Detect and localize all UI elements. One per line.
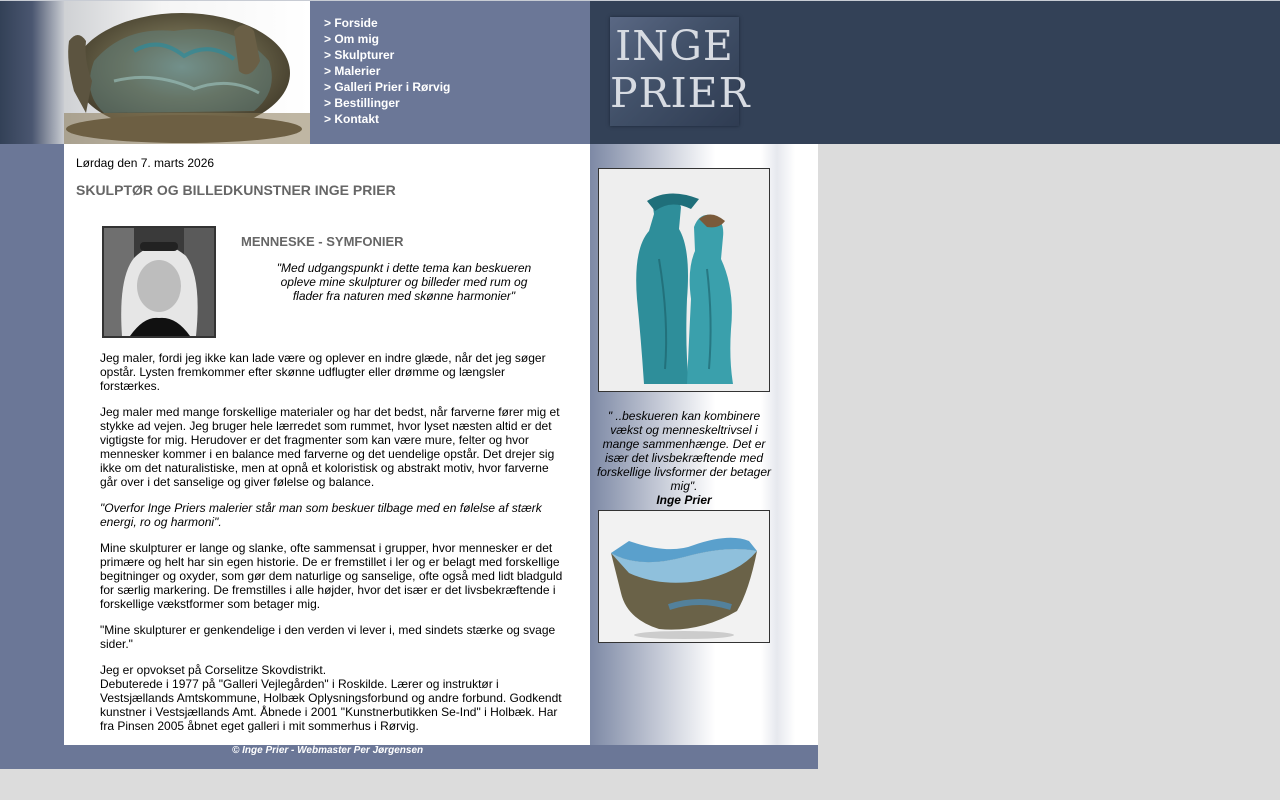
bowl-photo [598, 510, 770, 643]
sidebar-quote-author: Inge Prier [656, 493, 712, 507]
nav-item-malerier[interactable]: > Malerier [324, 64, 381, 78]
quote-paragraph: "Mine skulpturer er genkendelige i den verden vi lever i, med sindets stærke og svage sider." [100, 623, 556, 651]
logo-line-2: PRIER [610, 69, 751, 117]
nav-item-galleri[interactable]: > Galleri Prier i Rørvig [324, 80, 451, 94]
current-date: Lørdag den 7. marts 2026 [76, 156, 215, 170]
intro-quote-line: flader fra naturen med skønne harmonier" [292, 289, 516, 303]
paragraph: Mine skulpturer er lange og slanke, ofte sammensat i grupper, hvor mennesker er det primære og helt har sin egen historie. De er fremstillet i ler og er belagt med forskellige begitninger og oxyder, som gør dem naturlige og sanselige, ofte også med lidt bladguld for særlig markering. De fremstilles i alle højder, hvor det især er det livsbekræftende i forskellige vækstformer som betager mig. [100, 541, 563, 611]
footer [64, 745, 818, 769]
header-left-fade [0, 1, 64, 144]
site-logo [610, 17, 751, 126]
footer-copyright: © Inge Prier - Webmaster Per Jørgensen [232, 745, 424, 756]
intro-quote-line: opleve mine skulpturer og billeder med rum og [280, 275, 528, 289]
paragraph: Jeg maler med mange forskellige materialer og har det bedst, når farverne fører mig et stykke ad vejen. Jeg bruger hele lærredet som rummet, hvor lyset næsten altid er det vigtigste for mig. Herudover er det fragmenter som kan være mure, felter og hvor mennesker kommer i en balance med farverne og det uendelige opstår. Det drejer sig ikke om det naturalistiske, men at opnå et koloristisk og abstrakt motiv, hvor farverne går over i det sanselige og giver følelse og balance. [100, 405, 560, 489]
nav-item-om-mig[interactable]: > Om mig [324, 32, 380, 46]
sidebar-quote [595, 409, 773, 507]
left-margin-band [0, 144, 64, 769]
intro-quote [264, 261, 544, 303]
main-navigation [310, 1, 590, 144]
nav-item-kontakt[interactable]: > Kontakt [324, 112, 380, 126]
sculpture-photo [598, 168, 770, 392]
right-sidebar [590, 144, 818, 745]
paragraph: Jeg er opvokset på Corselitze Skovdistrikt. [100, 663, 327, 677]
article-body [100, 351, 564, 745]
intro-quote-line: "Med udgangspunkt i dette tema kan beskueren [276, 261, 532, 275]
paragraph: Jeg maler, fordi jeg ikke kan lade være og oplever en indre glæde, når det jeg søger opstår. Lysten fremkommer efter skønne udflugter eller drømme og længsler forstærkes. [100, 351, 546, 393]
main-content [64, 144, 590, 745]
artist-portrait [102, 226, 216, 338]
quote-paragraph: "Overfor Inge Priers malerier står man som beskuer tilbage med en følelse af stærk energi, ro og harmoni". [100, 501, 542, 529]
nav-item-bestillinger[interactable]: > Bestillinger [324, 96, 400, 110]
header-sculpture-photo [64, 1, 310, 144]
nav-item-skulpturer[interactable]: > Skulpturer [324, 48, 395, 62]
logo-line-1: INGE [615, 22, 734, 70]
sidebar-quote-text: " ..beskueren kan kombinere vækst og menneskeltrivsel i mange sammenhænge. Det er især det livsbekræftende med forskellige livsformer der betager mig". [596, 409, 772, 493]
section-subtitle: MENNESKE - SYMFONIER [241, 234, 404, 249]
nav-item-forside[interactable]: > Forside [324, 16, 378, 30]
paragraph: Debuterede i 1977 på "Galleri Vejlegården" i Roskilde. Lærer og instruktør i Vestsjællands Amtskommune, Holbæk Oplysningsforbund og andre forbund. Godkendt kunstner i Vestsjællands Amt. Åbnede i 2001 "Kunstnerbutikken Se-Ind" i Holbæk. Har fra Pinsen 2005 åbnet eget galleri i mit sommerhus i Rørvig. [100, 677, 562, 733]
page-title: SKULPTØR OG BILLEDKUNSTNER INGE PRIER [76, 182, 396, 198]
